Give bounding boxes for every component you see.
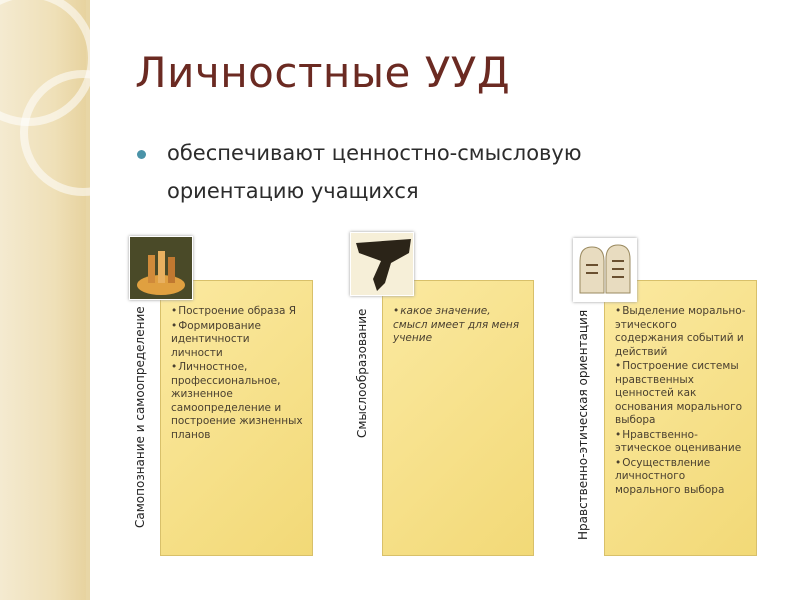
column-panel-ethics <box>604 280 757 556</box>
tablets-icon <box>573 238 637 302</box>
list-item: • Построение системы нравственных ценностей как основания морального выбора <box>615 360 748 428</box>
slide-bullet-text: обеспечивают ценностно-смысловую ориентацию учащихся <box>167 141 582 203</box>
decorative-circle <box>20 70 146 196</box>
column-label-meaning: Смыслообразование <box>355 308 369 438</box>
list-item: • какое значение, смысл имеет для меня учение <box>393 305 525 346</box>
column-items <box>615 305 748 497</box>
slide-title: Личностные УУД <box>135 48 511 97</box>
list-item: • Личностное, профессиональное, жизненное самоопределение и построение жизненных планов <box>171 361 304 442</box>
list-item: • Выделение морально-этического содержания событий и действий <box>615 305 748 359</box>
figures-icon <box>129 236 193 300</box>
list-item: • Построение образа Я <box>171 305 304 319</box>
column-panel-self-determination <box>160 280 313 556</box>
decorative-left-band <box>0 0 90 600</box>
column-label-self-determination: Самопознание и самоопределение <box>133 306 147 528</box>
crowd-icon <box>350 232 414 296</box>
list-item: • Осуществление личностного морального выбора <box>615 457 748 498</box>
bullet-marker <box>137 150 146 159</box>
column-label-ethics: Нравственно-этическая ориентация <box>576 309 590 540</box>
list-item: • Нравственно-этическое оценивание <box>615 429 748 456</box>
column-items <box>171 305 304 442</box>
column-items <box>393 305 525 346</box>
list-item: • Формирование идентичности личности <box>171 320 304 361</box>
column-panel-meaning <box>382 280 534 556</box>
